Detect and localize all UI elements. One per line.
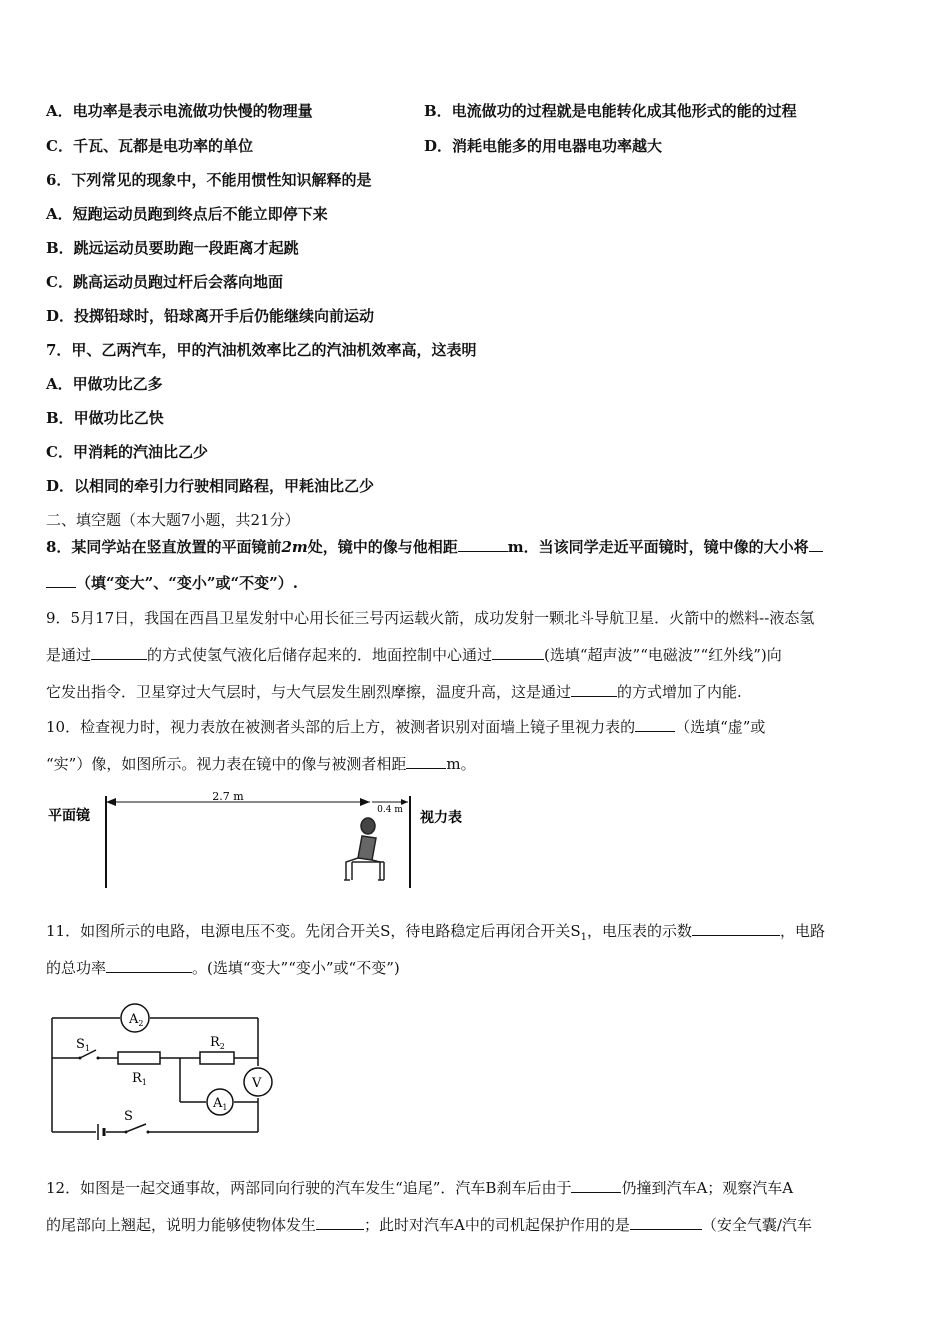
q8-line2: （填“变大”、“变小”或“不变”）. — [46, 573, 298, 593]
q9-line1: 9．5月17日，我国在西昌卫星发射中心用长征三号丙运载火箭，成功发射一颗北斗导航卫星．火箭中的燃料--液态氢 — [46, 609, 815, 627]
ammeter-a1-label: $A_1$ — [213, 1096, 228, 1112]
arrowhead — [106, 798, 116, 806]
q6-option-b: B．跳远运动员要助跑一段距离才起跳 — [46, 239, 299, 257]
q5-option-c: C．千瓦、瓦都是电功率的单位 D．消耗电能多的用电器电功率越大 — [46, 137, 663, 155]
resistor-r1-label: $R_1$ — [132, 1071, 147, 1087]
q10-line2: “实”）像，如图所示。视力表在镜中的像与被测者相距 m。 — [46, 755, 476, 773]
blank[interactable] — [492, 645, 544, 660]
q7-option-b: B．甲做功比乙快 — [46, 409, 164, 427]
blank[interactable] — [406, 754, 446, 769]
ammeter-a2-label: $A_2$ — [129, 1012, 144, 1028]
resistor-r2-icon — [200, 1052, 234, 1064]
q11-line1: 11．如图所示的电路，电源电压不变。先闭合开关S，待电路稳定后再闭合开关$S_1$，电压表的示数 ，电路 — [46, 922, 826, 943]
q6-stem: 6．下列常见的现象中，不能用惯性知识解释的是 — [46, 171, 372, 189]
q7-option-c: C．甲消耗的汽油比乙少 — [46, 443, 208, 461]
eye-test-figure — [40, 788, 480, 892]
q6-option-a: A．短跑运动员跑到终点后不能立即停下来 — [46, 205, 328, 223]
q7-stem: 7．甲、乙两汽车，甲的汽油机效率比乙的汽油机效率高，这表明 — [46, 341, 477, 359]
blank[interactable] — [571, 1178, 621, 1193]
q8-line1: 8．某同学站在竖直放置的平面镜前2m处，镜中的像与他相距 m．当该同学走近平面镜时，镜中像的大小将 — [46, 537, 823, 557]
q9-line2: 是通过 的方式使氢气液化后储存起来的．地面控制中心通过 (选填“超声波”“电磁波”“红外线”)向 — [46, 646, 782, 664]
blank[interactable] — [106, 958, 192, 973]
q10-line1: 10．检查视力时，视力表放在被测者头部的后上方，被测者识别对面墙上镜子里视力表的 （选填“虚”或 — [46, 718, 766, 736]
seated-person-icon — [344, 818, 384, 880]
mirror-label: 平面镜 — [48, 808, 90, 824]
q6-option-c: C．跳高运动员跑过杆后会落向地面 — [46, 273, 283, 291]
q7-option-a: A．甲做功比乙多 — [46, 375, 163, 393]
voltmeter-label: V — [252, 1076, 262, 1091]
circuit-figure — [40, 998, 280, 1140]
blank[interactable] — [91, 645, 147, 660]
blank[interactable] — [571, 682, 617, 697]
q7-option-d: D．以相同的牵引力行驶相同路程，甲耗油比乙少 — [46, 477, 375, 495]
section-heading: 二、填空题（本大题7小题，共21分） — [46, 511, 300, 529]
q9-line3: 它发出指令．卫星穿过大气层时，与大气层发生剧烈摩擦，温度升高，这是通过 的方式增加了内能. — [46, 683, 742, 701]
q11-line2: 的总功率 。(选填“变大”“变小”或“不变”) — [46, 959, 400, 977]
arrowhead — [360, 798, 370, 806]
resistor-r1-icon — [118, 1052, 160, 1064]
q12-line2: 的尾部向上翘起，说明力能够使物体发生 ；此时对汽车A中的司机起保护作用的是 （安全气囊/汽车 — [46, 1216, 812, 1234]
blank[interactable] — [630, 1215, 702, 1230]
blank[interactable] — [635, 717, 675, 732]
switch-s-label: S — [124, 1109, 133, 1124]
blank[interactable] — [809, 537, 823, 552]
blank[interactable] — [692, 921, 780, 936]
q5-option-b: B．电流做功的过程就是电能转化成其他形式的能的过程 — [424, 102, 797, 120]
blank[interactable] — [46, 573, 76, 588]
resistor-r2-label: $R_2$ — [210, 1035, 225, 1051]
q8-distance: 2m — [281, 538, 308, 556]
q5-option-a: A．电功率是表示电流做功快慢的物理量 B．电流做功的过程就是电能转化成其他形式的能的过程 — [46, 102, 797, 120]
switch-s1-label: $S_1$ — [76, 1037, 90, 1053]
dim-0-4m-label: 0.4 m — [377, 805, 403, 815]
dim-2-7m-label: 2.7 m — [212, 790, 244, 803]
blank[interactable] — [458, 537, 508, 552]
q5-option-d: D．消耗电能多的用电器电功率越大 — [424, 137, 663, 155]
q6-option-d: D．投掷铅球时，铅球离开手后仍能继续向前运动 — [46, 307, 375, 325]
q12-line1: 12．如图是一起交通事故，两部同向行驶的汽车发生“追尾”．汽车B刹车后由于 仍撞到汽车A；观察汽车A — [46, 1179, 794, 1197]
chart-label: 视力表 — [420, 810, 462, 826]
switch-s-icon — [126, 1124, 146, 1132]
blank[interactable] — [316, 1215, 364, 1230]
